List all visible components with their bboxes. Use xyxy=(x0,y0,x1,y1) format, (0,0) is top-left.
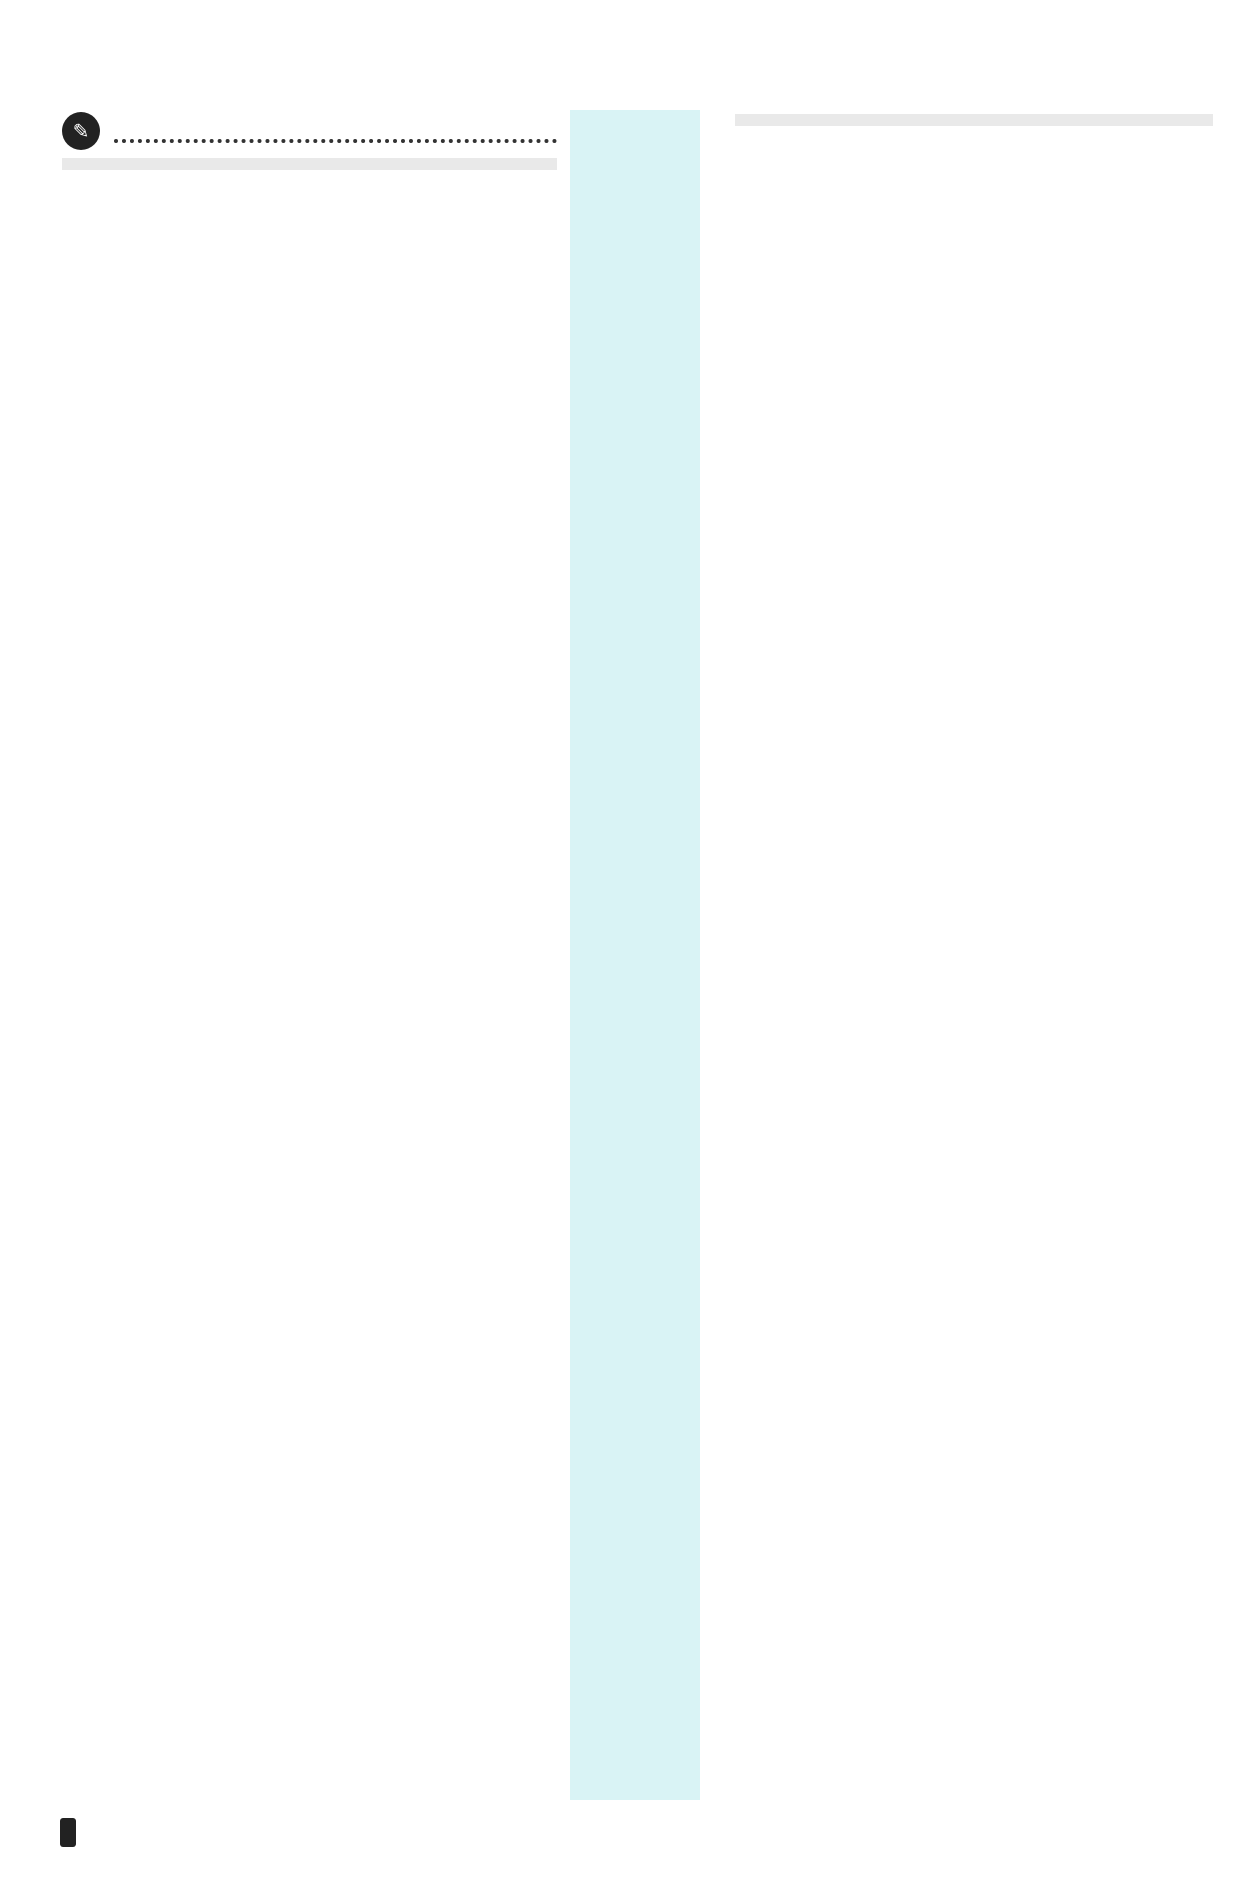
banner-dots xyxy=(114,119,557,143)
right-column xyxy=(735,100,1213,148)
reading-guide xyxy=(62,158,557,170)
page-number xyxy=(60,1820,76,1845)
left-column xyxy=(62,100,557,192)
brush-icon: ✎ xyxy=(62,112,100,150)
section-banner xyxy=(62,108,557,154)
page-number-label xyxy=(60,1818,76,1847)
tips-column xyxy=(570,110,700,1800)
reading-guide-2 xyxy=(735,114,1213,126)
